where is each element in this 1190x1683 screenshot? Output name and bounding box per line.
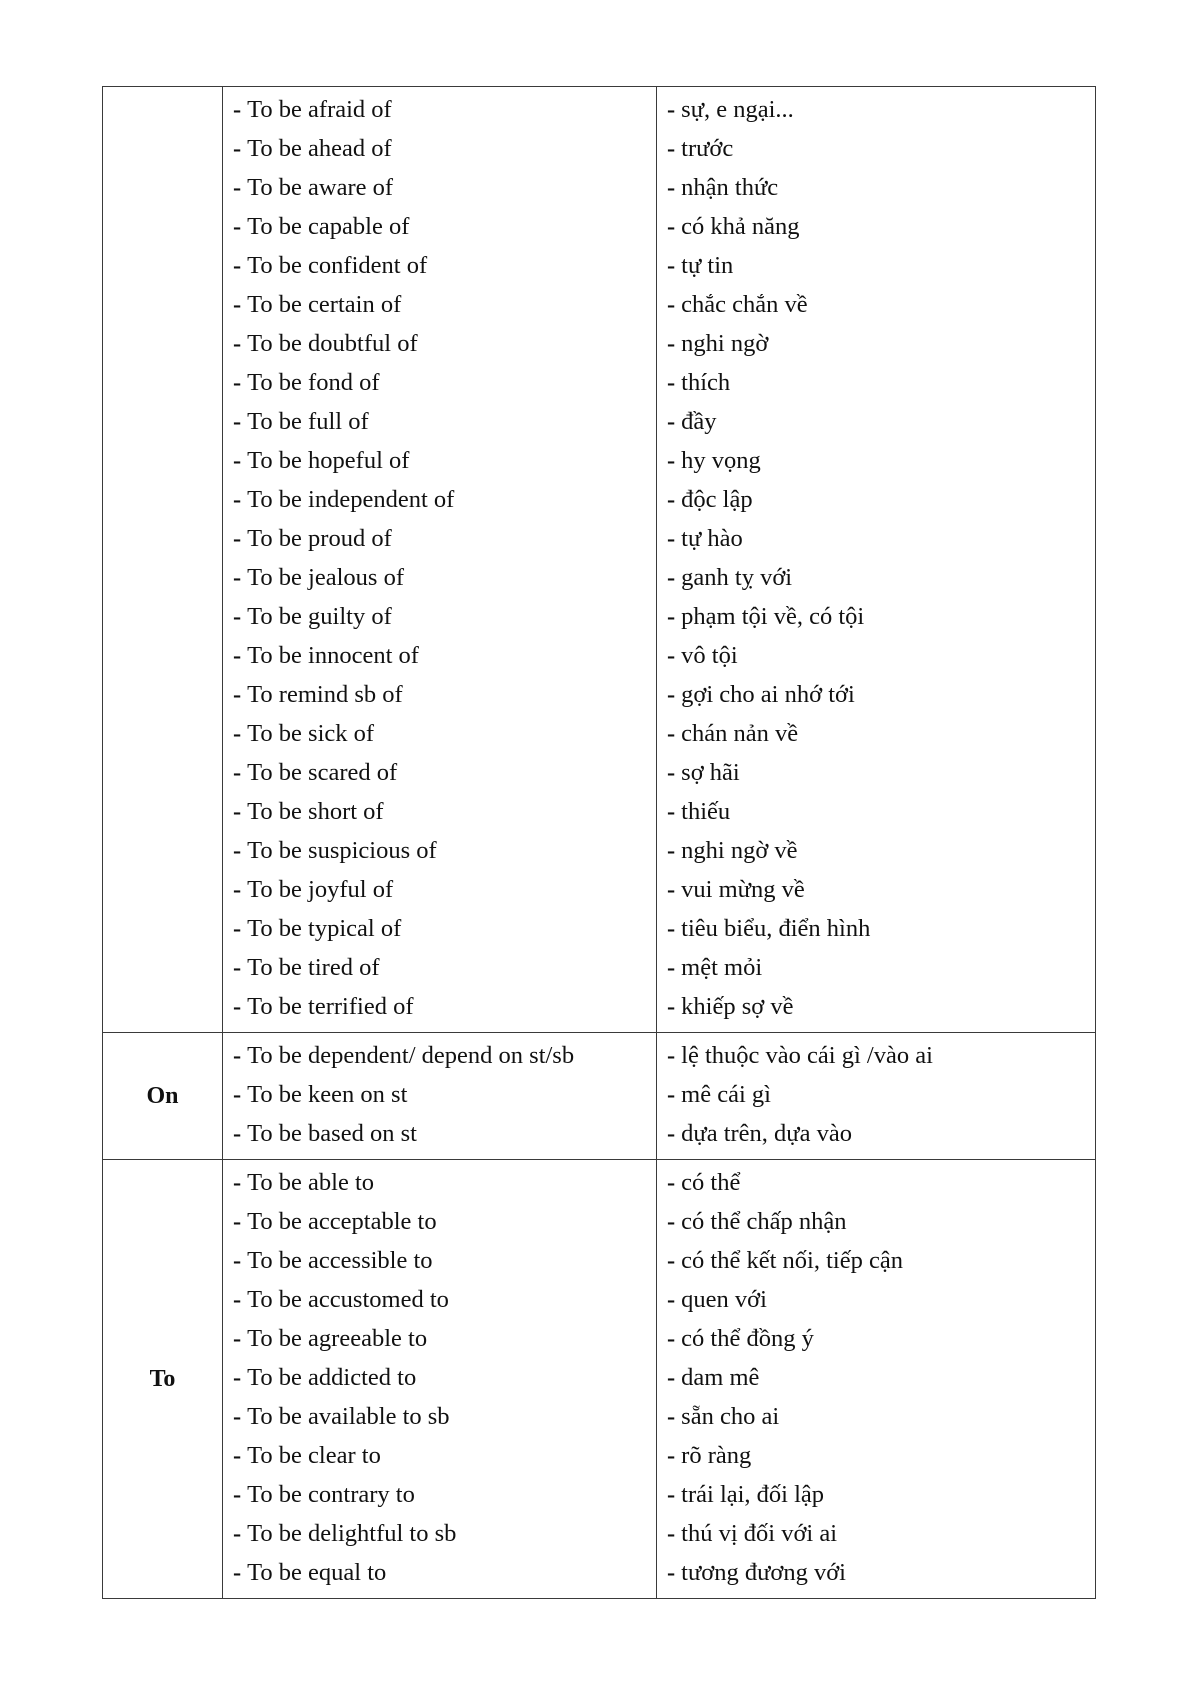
english-phrase-text: To be short of [247,798,384,825]
english-phrase-text: To be doubtful of [247,330,418,357]
bullet-dash: - [233,681,242,708]
bullet-dash: - [667,798,676,825]
bullet-dash: - [667,1286,676,1313]
english-phrase [223,870,656,909]
vietnamese-meaning [657,558,1095,597]
english-phrase-text: To be hopeful of [247,447,410,474]
bullet-dash: - [233,876,242,903]
vietnamese-meaning-text: có thể kết nối, tiếp cận [681,1247,903,1274]
english-phrase [223,1163,656,1202]
bullet-dash: - [233,1081,242,1108]
bullet-dash: - [667,408,676,435]
bullet-dash: - [233,174,242,201]
vietnamese-meaning [657,1319,1095,1358]
english-phrase [223,1436,656,1475]
preposition-cell [103,87,223,1033]
vietnamese-meaning-text: chán nản về [681,720,799,747]
vietnamese-meaning [657,1280,1095,1319]
english-phrase-text: To be scared of [247,759,398,786]
english-phrase-text: To be clear to [247,1442,381,1469]
vietnamese-meaning [657,1514,1095,1553]
bullet-dash: - [233,1247,242,1274]
vietnamese-meaning [657,1553,1095,1592]
bullet-dash: - [233,408,242,435]
bullet-dash: - [667,1081,676,1108]
vietnamese-meaning-text: tự tin [681,252,734,279]
english-phrase [223,1319,656,1358]
bullet-dash: - [233,1208,242,1235]
english-phrase [223,285,656,324]
vietnamese-meaning-text: lệ thuộc vào cái gì /vào ai [681,1042,933,1069]
preposition-cell: On [103,1033,223,1160]
english-phrase-text: To be proud of [247,525,392,552]
vietnamese-meaning-text: vui mừng về [681,876,805,903]
vietnamese-meaning-text: gợi cho ai nhớ tới [681,681,855,708]
vietnamese-meaning [657,90,1095,129]
bullet-dash: - [667,1364,676,1391]
english-phrase-text: To be confident of [247,252,428,279]
english-phrase-text: To be typical of [247,915,402,942]
group-row [103,1160,1096,1599]
vietnamese-meaning-text: sợ hãi [681,759,740,786]
vietnamese-meaning [657,714,1095,753]
english-phrase-text: To remind sb of [247,681,403,708]
english-phrase-text: To be fond of [247,369,380,396]
vietnamese-meaning [657,1202,1095,1241]
english-phrase [223,519,656,558]
english-phrase [223,246,656,285]
vietnamese-meaning-text: có thể đồng ý [681,1325,814,1352]
english-phrase [223,1358,656,1397]
vietnamese-meaning-text: mê cái gì [681,1081,771,1108]
vietnamese-meaning [657,870,1095,909]
bullet-dash: - [667,876,676,903]
vietnamese-meaning-text: nghi ngờ [681,330,769,357]
bullet-dash: - [667,1325,676,1352]
english-phrase-text: To be afraid of [247,96,392,123]
english-phrase [223,1036,656,1075]
bullet-dash: - [233,369,242,396]
vietnamese-meaning [657,1241,1095,1280]
english-phrase-text: To be certain of [247,291,402,318]
vietnamese-meaning [657,363,1095,402]
english-phrase [223,1397,656,1436]
english-phrase-text: To be tired of [247,954,380,981]
bullet-dash: - [233,1559,242,1586]
bullet-dash: - [667,564,676,591]
english-phrase [223,987,656,1026]
vietnamese-meaning-text: sẵn cho ai [681,1403,780,1430]
bullet-dash: - [667,96,676,123]
english-phrase-text: To be guilty of [247,603,392,630]
english-phrase [223,1075,656,1114]
vietnamese-meaning [657,792,1095,831]
vietnamese-meaning-text: trái lại, đối lập [681,1481,825,1508]
bullet-dash: - [667,1208,676,1235]
english-phrase-text: To be keen on st [247,1081,408,1108]
english-phrase [223,753,656,792]
bullet-dash: - [667,330,676,357]
vietnamese-meaning [657,324,1095,363]
bullet-dash: - [233,135,242,162]
bullet-dash: - [667,915,676,942]
bullet-dash: - [667,369,676,396]
bullet-dash: - [233,1481,242,1508]
vietnamese-meaning [657,1475,1095,1514]
bullet-dash: - [233,447,242,474]
bullet-dash: - [233,564,242,591]
vietnamese-meaning [657,402,1095,441]
bullet-dash: - [233,486,242,513]
vietnamese-meaning-text: trước [681,135,734,162]
vietnamese-meaning-text: ganh tỵ với [681,564,793,591]
english-phrase-text: To be full of [247,408,369,435]
english-phrase-text: To be delightful to sb [247,1520,457,1547]
vietnamese-meaning [657,1114,1095,1153]
vietnamese-meaning-text: có khả năng [681,213,800,240]
bullet-dash: - [667,1559,676,1586]
english-phrase-text: To be sick of [247,720,375,747]
bullet-dash: - [233,1442,242,1469]
vietnamese-meaning-text: thiếu [681,798,731,825]
bullet-dash: - [233,291,242,318]
english-phrase [223,558,656,597]
english-phrases-cell [223,87,657,1033]
vocabulary-table [102,86,1096,1599]
vietnamese-meaning-text: hy vọng [681,447,761,474]
vietnamese-meaning-text: dựa trên, dựa vào [681,1120,852,1147]
english-phrase-text: To be addicted to [247,1364,417,1391]
english-phrase [223,1114,656,1153]
bullet-dash: - [233,915,242,942]
bullet-dash: - [233,96,242,123]
vietnamese-meaning [657,519,1095,558]
vietnamese-meanings-cell [657,87,1096,1033]
preposition-cell: To [103,1160,223,1599]
bullet-dash: - [233,993,242,1020]
bullet-dash: - [233,603,242,630]
english-phrase-text: To be equal to [247,1559,387,1586]
english-phrase-text: To be based on st [247,1120,417,1147]
bullet-dash: - [667,1042,676,1069]
bullet-dash: - [667,681,676,708]
vietnamese-meaning [657,948,1095,987]
vietnamese-meaning-text: có thể [681,1169,741,1196]
vietnamese-meaning [657,441,1095,480]
bullet-dash: - [667,1120,676,1147]
vietnamese-meanings-cell [657,1033,1096,1160]
english-phrase [223,1241,656,1280]
bullet-dash: - [233,1364,242,1391]
vietnamese-meaning-text: có thể chấp nhận [681,1208,847,1235]
english-phrase-text: To be capable of [247,213,410,240]
bullet-dash: - [667,603,676,630]
vietnamese-meaning-text: độc lập [681,486,753,513]
english-phrase [223,402,656,441]
english-phrase-text: To be suspicious of [247,837,437,864]
english-phrases-cell [223,1033,657,1160]
english-phrase [223,90,656,129]
english-phrase [223,480,656,519]
vietnamese-meaning [657,1036,1095,1075]
bullet-dash: - [233,1286,242,1313]
vietnamese-meaning-text: thích [681,369,731,396]
vietnamese-meaning [657,246,1095,285]
bullet-dash: - [233,213,242,240]
vietnamese-meaning [657,597,1095,636]
english-phrase [223,1553,656,1592]
english-phrase [223,792,656,831]
english-phrase [223,597,656,636]
english-phrase-text: To be innocent of [247,642,419,669]
bullet-dash: - [667,291,676,318]
vietnamese-meaning-text: chắc chắn về [681,291,808,318]
group-row [103,1033,1096,1160]
bullet-dash: - [667,720,676,747]
english-phrase-text: To be terrified of [247,993,414,1020]
english-phrase-text: To be jealous of [247,564,404,591]
bullet-dash: - [667,1481,676,1508]
english-phrase [223,1280,656,1319]
vietnamese-meaning [657,1397,1095,1436]
english-phrase [223,636,656,675]
english-phrase-text: To be dependent/ depend on st/sb [247,1042,575,1069]
vietnamese-meaning [657,1075,1095,1114]
bullet-dash: - [667,174,676,201]
vietnamese-meaning-text: nghi ngờ về [681,837,798,864]
bullet-dash: - [667,954,676,981]
bullet-dash: - [233,837,242,864]
vietnamese-meaning-text: quen với [681,1286,767,1313]
vietnamese-meaning-text: khiếp sợ về [681,993,794,1020]
vietnamese-meaning [657,129,1095,168]
vietnamese-meaning [657,636,1095,675]
group-row [103,87,1096,1033]
vietnamese-meaning-text: phạm tội về, có tội [681,603,865,630]
vietnamese-meaning [657,675,1095,714]
vocabulary-table-body [103,87,1096,1599]
bullet-dash: - [233,1042,242,1069]
english-phrase-text: To be ahead of [247,135,392,162]
vietnamese-meaning-text: nhận thức [681,174,779,201]
vietnamese-meaning [657,1436,1095,1475]
english-phrase [223,441,656,480]
bullet-dash: - [233,798,242,825]
english-phrase [223,909,656,948]
bullet-dash: - [667,993,676,1020]
bullet-dash: - [667,837,676,864]
english-phrase [223,324,656,363]
english-phrase-text: To be independent of [247,486,455,513]
vietnamese-meaning-text: thú vị đối với ai [681,1520,838,1547]
vietnamese-meaning-text: đầy [681,408,717,435]
bullet-dash: - [667,1520,676,1547]
vietnamese-meaning [657,168,1095,207]
english-phrase-text: To be aware of [247,174,394,201]
vietnamese-meanings-cell [657,1160,1096,1599]
bullet-dash: - [667,486,676,513]
vietnamese-meaning-text: mệt mỏi [681,954,763,981]
bullet-dash: - [667,642,676,669]
bullet-dash: - [233,330,242,357]
bullet-dash: - [233,252,242,279]
bullet-dash: - [667,1247,676,1274]
vietnamese-meaning-text: tương đương với [681,1559,846,1586]
bullet-dash: - [667,252,676,279]
bullet-dash: - [233,525,242,552]
english-phrase [223,1202,656,1241]
english-phrase [223,129,656,168]
bullet-dash: - [233,1403,242,1430]
bullet-dash: - [667,447,676,474]
vietnamese-meaning-text: vô tội [681,642,738,669]
bullet-dash: - [233,1169,242,1196]
bullet-dash: - [667,1442,676,1469]
english-phrase-text: To be acceptable to [247,1208,437,1235]
english-phrase-text: To be available to sb [247,1403,450,1430]
english-phrase-text: To be able to [247,1169,375,1196]
vietnamese-meaning-text: sự, e ngại... [681,96,794,123]
vietnamese-meaning [657,1358,1095,1397]
vietnamese-meaning [657,987,1095,1026]
english-phrase [223,948,656,987]
bullet-dash: - [233,1520,242,1547]
vietnamese-meaning [657,753,1095,792]
bullet-dash: - [233,954,242,981]
vietnamese-meaning-text: tiêu biểu, điển hình [681,915,871,942]
english-phrase [223,675,656,714]
bullet-dash: - [233,1120,242,1147]
vietnamese-meaning-text: tự hào [681,525,743,552]
english-phrase [223,1514,656,1553]
bullet-dash: - [667,759,676,786]
english-phrase [223,363,656,402]
vietnamese-meaning [657,909,1095,948]
vietnamese-meaning [657,1163,1095,1202]
english-phrase [223,168,656,207]
vietnamese-meaning-text: dam mê [681,1364,760,1391]
vietnamese-meaning [657,480,1095,519]
english-phrase-text: To be accessible to [247,1247,433,1274]
english-phrases-cell [223,1160,657,1599]
bullet-dash: - [667,1169,676,1196]
english-phrase-text: To be contrary to [247,1481,415,1508]
english-phrase [223,207,656,246]
bullet-dash: - [667,213,676,240]
bullet-dash: - [233,642,242,669]
vietnamese-meaning-text: rõ ràng [681,1442,752,1469]
bullet-dash: - [667,1403,676,1430]
bullet-dash: - [667,135,676,162]
bullet-dash: - [233,720,242,747]
english-phrase-text: To be accustomed to [247,1286,449,1313]
bullet-dash: - [233,759,242,786]
vietnamese-meaning [657,831,1095,870]
english-phrase-text: To be agreeable to [247,1325,428,1352]
english-phrase [223,831,656,870]
bullet-dash: - [667,525,676,552]
vietnamese-meaning [657,285,1095,324]
vietnamese-meaning [657,207,1095,246]
english-phrase [223,714,656,753]
english-phrase [223,1475,656,1514]
bullet-dash: - [233,1325,242,1352]
english-phrase-text: To be joyful of [247,876,394,903]
